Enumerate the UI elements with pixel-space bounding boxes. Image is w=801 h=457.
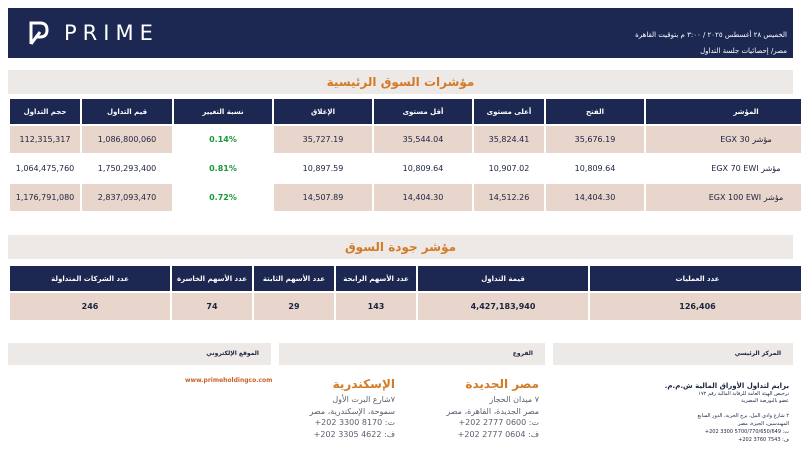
col-change: نسبة التغيير bbox=[174, 99, 272, 126]
table-row bbox=[10, 155, 801, 184]
close-cell: 10,897.59 bbox=[274, 155, 372, 184]
branch-city: الإسكندرية bbox=[332, 377, 395, 391]
col-listed-companies: عدد الشركات المتداولة bbox=[10, 266, 170, 293]
unchanged-cell: 29 bbox=[254, 293, 334, 322]
col-open: الفتح bbox=[546, 99, 644, 126]
indices-table bbox=[8, 99, 801, 213]
branch-address: ٧شارع البرت الأول bbox=[332, 395, 395, 404]
trades-cell: 126,406 bbox=[590, 293, 801, 322]
branch-alexandria bbox=[245, 376, 395, 440]
branches-bar: الفروع bbox=[279, 343, 545, 365]
high-cell: 35,824.41 bbox=[474, 126, 544, 155]
hq-license: ترخيص الهيئة العامة للرقابة المالية رقم ١٧٢ bbox=[698, 391, 789, 397]
branch-phone: ت: +202 3300 8170 bbox=[314, 418, 395, 427]
quality-section-title: مؤشر جودة السوق bbox=[8, 235, 793, 259]
quality-table bbox=[8, 266, 801, 322]
high-cell: 14,512.26 bbox=[474, 184, 544, 213]
website-link[interactable]: www.primeholdingco.com bbox=[185, 377, 273, 384]
table-row bbox=[10, 293, 801, 322]
col-trades: عدد العمليات bbox=[590, 266, 801, 293]
prime-logo-icon bbox=[28, 20, 50, 46]
change-cell: 0.81% bbox=[174, 155, 272, 184]
website-bar: الموقع الإلكتروني bbox=[8, 343, 271, 365]
close-cell: 14,507.89 bbox=[274, 184, 372, 213]
value-cell: 1,086,800,060 bbox=[82, 126, 172, 155]
open-cell: 14,404.30 bbox=[546, 184, 644, 213]
col-trade-value: قيمة التداول bbox=[418, 266, 588, 293]
hq-fax: ف: 7543 3760 202+ bbox=[738, 437, 789, 443]
trade-value-cell: 4,427,183,940 bbox=[418, 293, 588, 322]
branch-fax: ف: +202 3305 4622 bbox=[313, 429, 395, 439]
change-cell: 0.72% bbox=[174, 184, 272, 213]
branch-fax: ف: +202 2777 0604 bbox=[457, 429, 539, 439]
branch-address: سموحة، الإسكندرية، مصر bbox=[309, 406, 395, 416]
report-header bbox=[8, 8, 793, 58]
prime-logo bbox=[28, 18, 159, 48]
report-date: الخميس ٢٨ أغسطس ٢٠٢٥ / ٣:٠٠ م بتوقيت القاهرة bbox=[635, 31, 787, 39]
col-high: أعلى مستوى bbox=[474, 99, 544, 126]
open-cell: 35,676.19 bbox=[546, 126, 644, 155]
high-cell: 10,907.02 bbox=[474, 155, 544, 184]
low-cell: 10,809.64 bbox=[374, 155, 472, 184]
listed-companies-cell: 246 bbox=[10, 293, 170, 322]
hq-phone: ت: 5700/770/650/649 3300 202+ bbox=[704, 429, 789, 435]
value-cell: 1,750,293,400 bbox=[82, 155, 172, 184]
losers-cell: 74 bbox=[172, 293, 252, 322]
hq-company: برايم لتداول الأوراق المالية ش.م.م. bbox=[664, 382, 789, 390]
brand-name: PRIME bbox=[64, 21, 159, 45]
report-subtitle: مصر/ إحصائيات جلسة التداول bbox=[700, 47, 787, 55]
col-close: الإغلاق bbox=[274, 99, 372, 126]
index-name-cell: مؤشر EGX 30 bbox=[646, 126, 801, 155]
index-name-cell: مؤشر EGX 70 EWI bbox=[646, 155, 801, 184]
table-row bbox=[10, 184, 801, 213]
branch-phone: ت: +202 2777 0600 bbox=[458, 418, 539, 427]
indices-section-title: مؤشرات السوق الرئيسية bbox=[8, 70, 793, 94]
low-cell: 35,544.04 bbox=[374, 126, 472, 155]
volume-cell: 1,176,791,080 bbox=[10, 184, 80, 213]
volume-cell: 112,315,317 bbox=[10, 126, 80, 155]
change-cell: 0.14% bbox=[174, 126, 272, 155]
indices-header-row bbox=[10, 99, 801, 126]
volume-cell: 1,064,475,760 bbox=[10, 155, 80, 184]
hq-address: ٢ شارع وادي النيل، برج الحرية، الدور السابع bbox=[697, 413, 789, 419]
value-cell: 2,837,093,470 bbox=[82, 184, 172, 213]
branch-city: مصر الجديدة bbox=[465, 377, 539, 391]
col-losers: عدد الأسهم الخاسرة bbox=[172, 266, 252, 293]
col-low: أقل مستوى bbox=[374, 99, 472, 126]
branch-address: مصر الجديدة، القاهرة، مصر bbox=[446, 406, 539, 416]
hq-bar: المركز الرئيسي bbox=[553, 343, 793, 365]
table-row bbox=[10, 126, 801, 155]
col-value: قيم التداول bbox=[82, 99, 172, 126]
branch-address: ٧ ميدان الحجاز bbox=[489, 395, 539, 404]
col-gainers: عدد الأسهم الرابحة bbox=[336, 266, 416, 293]
gainers-cell: 143 bbox=[336, 293, 416, 322]
col-volume: حجم التداول bbox=[10, 99, 80, 126]
col-index: المؤشر bbox=[646, 99, 801, 126]
branch-heliopolis bbox=[399, 376, 539, 440]
hq-address: المهندسين، الجيزة، مصر bbox=[738, 421, 789, 427]
head-office bbox=[569, 381, 789, 444]
open-cell: 10,809.64 bbox=[546, 155, 644, 184]
hq-member: عضو بالبورصة المصرية bbox=[741, 398, 789, 404]
low-cell: 14,404.30 bbox=[374, 184, 472, 213]
col-unchanged: عدد الأسهم الثابتة bbox=[254, 266, 334, 293]
close-cell: 35,727.19 bbox=[274, 126, 372, 155]
quality-header-row bbox=[10, 266, 801, 293]
index-name-cell: مؤشر EGX 100 EWI bbox=[646, 184, 801, 213]
